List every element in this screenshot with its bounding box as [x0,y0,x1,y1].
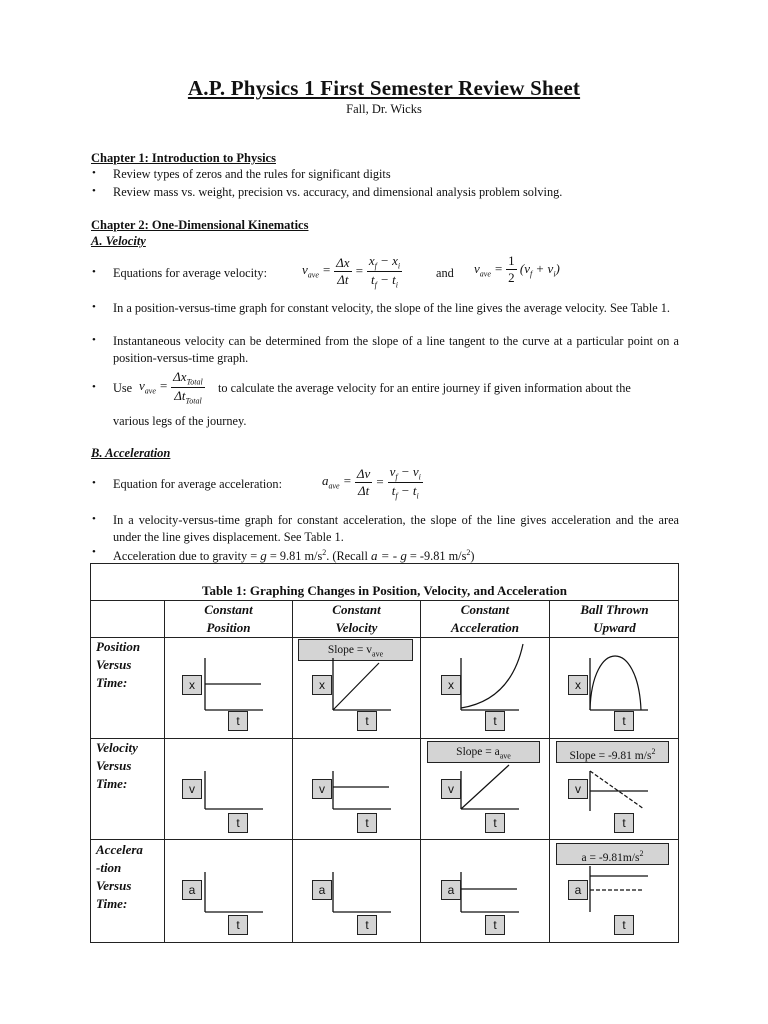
velocity-bullet-3: Instantaneous velocity can be determined from the slope of a line tangent to the curve at a particular point on a position-versus-time graph. [113,334,679,365]
axis-label-x: x [312,675,332,695]
gravity-text-a: Acceleration due to gravity = [113,549,258,564]
row-header-line: -tion [96,860,122,875]
g-symbol: g [260,548,267,564]
acceleration-equation: $a_{ave}$ = $\frac{\Delta v}{\Delta t}$ = $\frac{v_f - v_i}{t_f - t_i}$ [322,464,421,501]
axis-label-x: x [441,675,461,695]
row-header-line: Accelera [96,842,143,857]
linear-line [333,663,379,710]
slope-text: Slope = v [327,644,373,656]
dashed-decreasing-line [590,771,644,809]
col-header-line: Upward [593,620,636,635]
bullet-dot: • [92,546,96,558]
axis-label-a: a [568,880,588,900]
bullet-dot: • [92,477,96,489]
slope-text: Slope = -9.81 m/s [569,749,652,762]
row-header-acceleration [96,841,143,913]
axis-label-v: v [312,779,332,799]
col-header-line: Position [206,620,251,635]
squared-sup: 2 [651,747,656,756]
chapter2-heading: Chapter 2: One-Dimensional Kinematics [91,218,309,232]
axis-label-x: x [182,675,202,695]
axis-label-t: t [228,711,248,731]
velocity-bullet-4-use: Use [113,381,133,395]
axis-label-t: t [614,813,634,833]
col-header-line: Constant [460,602,510,617]
velocity-bullet-2: In a position-versus-time graph for constant velocity, the slope of the line gives the average velocity. See Table 1. [113,301,670,315]
axis-label-a: a [312,880,332,900]
page-title: A.P. Physics 1 First Semester Review Sheet [187,76,581,100]
axis-label-x: x [568,675,588,695]
row-header-line: Versus [96,758,132,773]
velocity-eq-and: and [436,266,454,280]
axis-label-t: t [485,711,505,731]
acceleration-heading: B. Acceleration [91,446,171,460]
chapter1-bullet-2: Review mass vs. weight, precision vs. accuracy, and dimensional analysis problem solving. [113,185,563,199]
row-header-position [96,638,140,692]
slope-text: a = -9.81m/s [581,851,640,864]
linear-line [461,765,509,809]
col-header-constant-position [165,601,292,637]
total-velocity-equation: $v_{ave}$ = $\frac{\Delta x_{Total}}{\Delta t_{Total}}$ [139,369,203,406]
col-header-constant-acceleration [421,601,549,637]
table-title: Table 1: Graphing Changes in Position, Velocity, and Acceleration [201,583,567,598]
row-header-line: Velocity [96,740,138,755]
axis-label-v: v [568,779,588,799]
row-header-line: Versus [96,657,132,672]
acceleration-bullet-3: Acceleration due to gravity = g = 9.81 $m/s^2$. (Recall a = - g = -9.81 $m/s^2$) [113,548,475,564]
axis-label-t: t [485,813,505,833]
axis-label-t: t [357,711,377,731]
slope-subscript: ave [499,751,511,761]
row-header-line: Position [96,639,141,654]
arc-curve [590,656,641,710]
row-header-line: Time: [96,896,128,911]
axis-label-v: v [182,779,202,799]
axis-label-v: v [441,779,461,799]
bullet-dot: • [92,266,96,278]
velocity-eq-intro: Equations for average velocity: [113,266,267,280]
col-header-line: Ball Thrown [580,602,649,617]
axis-label-t: t [357,915,377,935]
slope-subscript: ave [372,649,384,659]
row-header-line: Time: [96,776,128,791]
col-header-ball-thrown-upward [550,601,679,637]
bullet-dot: • [92,301,96,313]
axis-label-t: t [228,915,248,935]
velocity-heading: A. Velocity [91,234,146,248]
axis-label-t: t [357,813,377,833]
axis-label-t: t [485,915,505,935]
axis-label-a: a [441,880,461,900]
col-header-line: Acceleration [451,620,519,635]
row-header-line: Versus [96,878,132,893]
slope-text: Slope = a [456,746,500,758]
squared-sup: 2 [639,849,644,858]
bullet-dot: • [92,513,96,525]
a-minus-g: a = - g [370,548,407,564]
col-header-line: Constant [204,602,253,617]
col-header-constant-velocity [293,601,420,637]
gravity-text-d: = -9.81 m/s [409,549,467,564]
chapter1-heading: Chapter 1: Introduction to Physics [91,151,276,165]
bullet-dot: • [92,381,96,393]
velocity-bullet-4-rest: to calculate the average velocity for an entire journey if given information about the [218,381,631,395]
chapter1-bullet-1: Review types of zeros and the rules for significant digits [113,167,391,181]
col-header-line: Constant [332,602,381,617]
axis-label-t: t [614,915,634,935]
velocity-bullet-4-line2: various legs of the journey. [113,414,247,428]
acceleration-bullet-2: In a velocity-versus-time graph for constant acceleration, the slope of the line gives acceleration and the area under the line gives displacement. See Table 1. [113,513,679,544]
parabola-curve [461,644,523,708]
acceleration-eq-intro: Equation for average acceleration: [113,477,282,491]
velocity-equation-2: $v_{ave}$ = $\frac{1}{2}$ $(v_f + v_i)$ [474,253,560,285]
page-subtitle: Fall, Dr. Wicks [346,102,422,116]
gravity-text-e: ) [470,549,475,564]
row-header-velocity [96,739,138,793]
axis-label-t: t [228,813,248,833]
velocity-equation-1: $v_{ave}$ = $\frac{\Delta x}{\Delta t}$ = $\frac{x_f - x_i}{t_f - t_i}$ [302,253,401,290]
row-header-line: Time: [96,675,128,690]
axis-label-a: a [182,880,202,900]
bullet-dot: • [92,167,96,179]
bullet-dot: • [92,185,96,197]
gravity-text-b: = 9.81 m/s [269,549,323,564]
gravity-text-c: . (Recall [326,549,368,564]
col-header-line: Velocity [335,620,378,635]
axis-label-t: t [614,711,634,731]
bullet-dot: • [92,334,96,346]
